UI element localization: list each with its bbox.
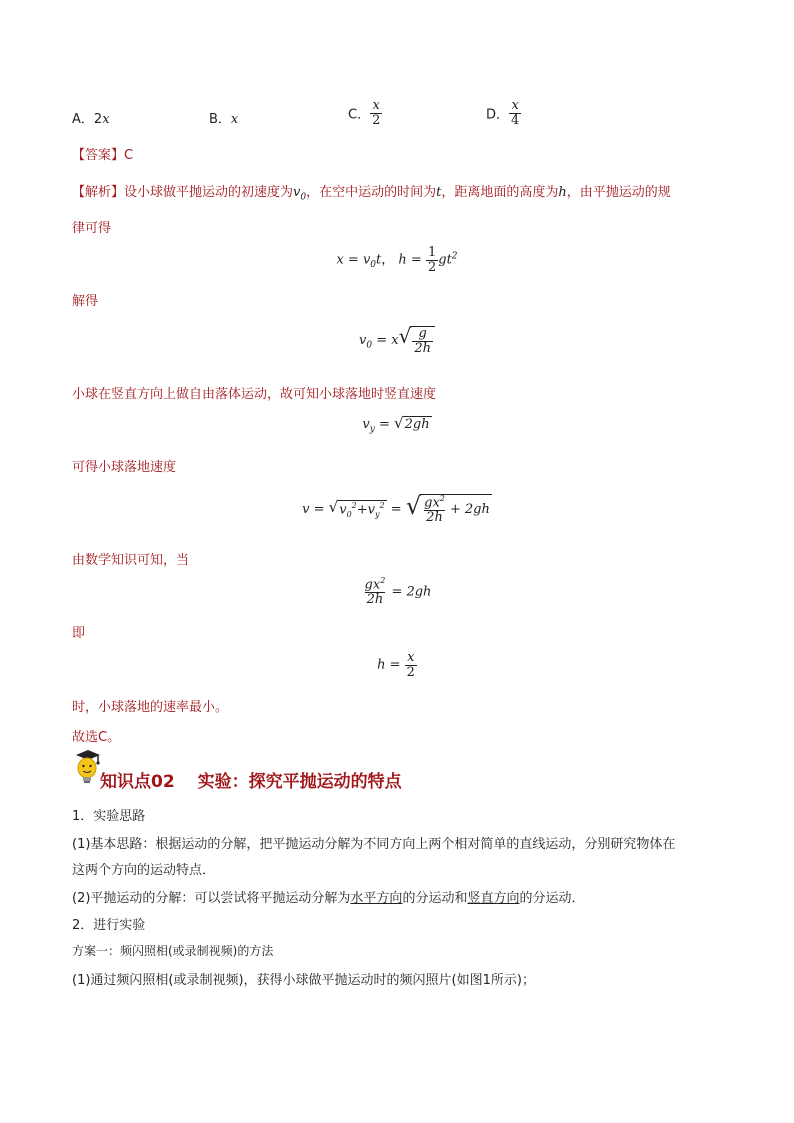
subscript: 0 [346,509,352,519]
analysis-text: ，由平抛运动的规 [566,185,671,200]
option-b [209,108,238,127]
denominator: 4 [511,112,520,128]
subscript: y [369,424,375,435]
paragraph-2 [72,887,584,906]
eq-fraction [422,495,447,525]
eq-part: + [356,502,368,518]
analysis-line-1 [72,181,671,203]
answer-label: 【答案】 [72,148,125,163]
option-var: x [102,112,110,127]
radical-sign: √ [394,414,404,432]
analysis-line-7: 即 [72,626,86,641]
numerator: x [511,98,519,113]
eq-part: = [390,501,402,517]
numerator [422,495,447,510]
radical-sign: √ [328,497,339,516]
section-title: 知识点02 实验：探究平抛运动的特点 [100,772,402,792]
superscript: 2 [380,576,386,585]
denominator: 2 [406,664,415,680]
radicand [420,494,492,525]
option-label: D． [486,107,510,123]
analysis-line-5: 可得小球落地速度 [72,460,177,475]
subscript: 0 [300,192,307,203]
analysis-line-9: 故选C。 [72,730,121,745]
analysis-line-2: 律可得 [72,221,112,236]
subscript: 0 [366,340,373,351]
plan-1-title: 方案一：频闪照相(或录制视频)的方法 [72,944,274,958]
denominator: 2 [427,259,437,275]
superscript: 2 [379,500,385,510]
eq-part: v [367,502,376,518]
radicand [337,500,386,519]
denominator: 2h [366,591,384,607]
option-fraction [509,99,521,127]
denominator: 2h [414,340,431,356]
eq-part: gx [424,495,440,511]
eq-part: v [362,417,370,432]
denominator: 2 [372,112,381,128]
superscript: 2 [351,500,357,510]
sqrt [394,416,432,432]
analysis-text: 设小球做平抛运动的初速度为 [124,185,294,200]
subscript: y [375,509,380,519]
eq-part: h = [377,657,401,673]
option-value: 2 [93,112,103,127]
analysis-label: 【解析】 [72,185,125,200]
subscript: 0 [370,260,377,271]
underlined-term: 水平方向 [350,891,403,906]
var-t: t [436,185,442,200]
eq-part: = x [376,333,399,349]
analysis-line-4: 小球在竖直方向上做自由落体运动，故可知小球落地时竖直速度 [72,387,437,402]
paragraph-1b: 这两个方向的运动特点． [72,863,216,878]
analysis-line-8: 时，小球落地的速率最小。 [72,700,229,715]
option-d [486,99,521,127]
eq-part: = 2gh [391,584,432,600]
option-label: B． [209,112,231,127]
eq-part: gt [438,252,452,268]
numerator: g [418,326,427,341]
sqrt [406,494,492,525]
sqrt [328,497,387,519]
answer-value: C [124,148,134,163]
option-var: x [230,112,239,127]
eq-part: h = [398,252,422,268]
var: v [293,185,301,200]
eq-fraction [426,246,438,274]
sqrt [399,326,435,355]
eq-fraction [405,651,417,679]
var-h: h [558,185,567,200]
eq-fraction [363,577,388,607]
numerator: x [372,98,380,113]
radicand [410,326,435,355]
radical-sign: √ [405,492,422,520]
equation-1 [0,246,794,274]
eq-part: v [359,333,367,349]
eq-part: + 2gh [449,502,490,518]
option-label: C． [348,107,371,123]
eq-part: x = v [336,252,371,268]
answer-line [72,144,133,163]
subsection-1: 1．实验思路 [72,809,146,824]
analysis-line-3: 解得 [72,294,99,309]
numerator: 1 [427,245,437,260]
lightbulb-mascot-icon [70,749,102,785]
eq-part: t [376,252,382,268]
paragraph-3: (1)通过频闪照相(或录制视频)，获得小球做平抛运动时的频闪照片(如图1所示)； [72,973,535,988]
subsection-2: 2．进行实验 [72,918,146,933]
superscript: 2 [439,494,445,503]
equation-4 [0,494,794,525]
underlined-term: 竖直方向 [467,891,520,906]
option-c [348,99,382,127]
option-fraction [370,99,382,127]
equation-2 [0,326,794,355]
numerator [363,577,388,592]
option-a [72,108,110,127]
paragraph-1a: (1)基本思路：根据运动的分解，把平抛运动分解为不同方向上两个相对简单的直线运动，分别研究物体在 [72,837,676,852]
superscript: 2 [451,251,458,262]
radicand: 2gh [404,417,430,432]
eq-part: = [379,417,390,432]
option-label: A． [72,112,94,127]
eq-part: v [339,502,347,518]
paragraph-text: 的分运动． [519,891,585,906]
denominator: 2h [426,509,443,525]
eq-sep: ， [381,252,395,268]
equation-5 [0,577,794,607]
paragraph-text: (2)平抛运动的分解：可以尝试将平抛运动分解为 [72,891,351,906]
radical-sign: √ [398,324,412,348]
var-v0 [293,185,307,203]
eq-part: gx [364,577,381,593]
paragraph-text: 的分运动和 [402,891,468,906]
analysis-line-6: 由数学知识可知，当 [72,553,190,568]
analysis-text: ，距离地面的高度为 [441,185,559,200]
equation-6 [0,651,794,679]
numerator: x [407,650,415,665]
equation-3 [0,416,794,435]
eq-part: v = [302,501,325,517]
analysis-text: ，在空中运动的时间为 [306,185,437,200]
